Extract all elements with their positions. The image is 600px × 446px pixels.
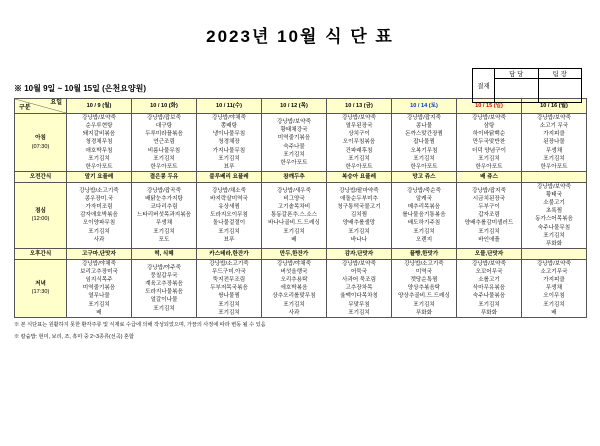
page-title: 2023년 10월 식 단 표 [206, 27, 394, 46]
menu-cell [327, 114, 392, 172]
menu-item: 한우아포트 [345, 163, 373, 170]
menu-item: 배 [291, 236, 297, 243]
menu-item: 겟당순톡찜 [410, 277, 438, 284]
approval-col-header-0: 담 당 [495, 69, 539, 79]
menu-item: 메추리목볶음 [407, 204, 441, 211]
menu-item: 돼지갈비볶음 [82, 131, 116, 138]
menu-item: 비그양국 [283, 196, 305, 203]
menu-item: 포기김치 [413, 155, 435, 162]
menu-item: 강낭밥/죽순죽 [407, 188, 441, 195]
snack-cell: 망고 쥬스 [392, 172, 457, 183]
menu-item: 오렌지 [415, 236, 433, 243]
menu-item: 포기김치 [543, 232, 565, 239]
menu-item: 바지락살미역국 [210, 196, 248, 203]
menu-item: 청경채무침 [85, 139, 113, 146]
menu-item: 바나나골비.드.드레싱 [268, 220, 320, 227]
menu-item: 냉이나물무침 [212, 131, 246, 138]
menu-cell [327, 259, 392, 317]
menu-item: 포기김치 [283, 151, 305, 158]
menu-document-page [0, 22, 600, 446]
menu-item: 포기김치 [478, 155, 500, 162]
menu-item: 뵤푸 [223, 236, 235, 243]
menu-cell [327, 183, 392, 249]
menu-item: 포기김치 [348, 228, 370, 235]
menu-cell [262, 183, 327, 249]
menu-item: 계육고추장볶음 [145, 281, 183, 288]
menu-item: 한우아포트 [475, 163, 503, 170]
menu-item: 오이무침 [543, 293, 565, 300]
menu-cell [197, 114, 262, 172]
menu-item: 삭마무유볶음 [472, 285, 506, 292]
footnote-2: ※ 칼슘밥: 현미, 보리, 조, 흑미 중 2~3종류(선곡) 혼합 [14, 333, 134, 340]
menu-item: 한우아포트 [280, 159, 308, 166]
meal-label-breakfast: 아침 (07:30) [15, 114, 67, 172]
menu-item: 강낭밥/보약죽 [277, 119, 311, 126]
snack-cell: 블루베리 요플레 [197, 172, 262, 183]
day-header-1: 10 / 10 (화) [132, 99, 197, 114]
approval-sign-cell-1[interactable] [538, 79, 582, 103]
menu-cell [522, 114, 587, 172]
afternoon-snack-row [15, 248, 587, 259]
menu-item: 황태국 [545, 192, 563, 199]
menu-item: 알캐국 [415, 196, 433, 203]
weekly-menu-table [14, 98, 587, 318]
menu-cell [262, 114, 327, 172]
menu-item: 강낭밥/보약죽 [82, 115, 116, 122]
menu-item: 강낭밥/보약죽 [537, 184, 571, 190]
menu-item: 포기김치 [413, 228, 435, 235]
menu-item: 가자미조림 [85, 204, 113, 211]
snack-cell: 고구마,단맛자 [67, 248, 132, 259]
menu-item: 김치찜 [350, 212, 368, 219]
menu-item: 사과 [93, 236, 105, 243]
menu-item: 도라지오이무침 [210, 212, 248, 219]
menu-item: 만두국맞반찬 [472, 139, 506, 146]
corner-header-category: 구분 [19, 105, 31, 112]
footnote-1: ※ 본 식단표는 원활하지 못한 환각주류 및 식재료 수급에 의해 작성되었으며, 가끔의 사정에 따라 변동 될 수 있음 [14, 321, 266, 328]
snack-cell: 플빵,한맛가 [392, 248, 457, 259]
menu-item: 강낭밥/잡곡죽 [147, 188, 181, 195]
menu-cell [392, 114, 457, 172]
menu-cell [197, 259, 262, 317]
menu-item: 미역국 [415, 269, 433, 276]
snack-cell: 참깨두추 [262, 172, 327, 183]
menu-item: 숙주나물 [283, 143, 305, 150]
menu-item: 소고기무국 [540, 269, 568, 276]
menu-item: 콩우장미.국 [84, 196, 114, 203]
menu-item: 포기김치 [348, 155, 370, 162]
menu-item: 무맞무침 [348, 301, 370, 308]
menu-item: 바나나 [350, 236, 368, 243]
menu-item: 가지피클 [543, 131, 565, 138]
morning-snack-row [15, 172, 587, 183]
menu-item: 한우아포트 [150, 163, 178, 170]
snack-cell: 떡, 식혜 [132, 248, 197, 259]
menu-item: 포기김치 [88, 228, 110, 235]
menu-cell [392, 183, 457, 249]
menu-item: 포기김치 [88, 301, 110, 308]
menu-item: 포기김치 [218, 228, 240, 235]
menu-item: 무생채 [155, 220, 173, 227]
menu-cell [457, 259, 522, 317]
menu-cell [197, 183, 262, 249]
menu-item: 코다리추림 [150, 204, 178, 211]
menu-item: 미역줄기볶음 [82, 285, 116, 292]
menu-item: 율맥이다목차칭 [340, 293, 378, 300]
menu-item: 한우아포트 [540, 163, 568, 170]
menu-item: 두부저목국볶음 [210, 285, 248, 292]
menu-item: 강낭밥/잡지죽 [407, 115, 441, 122]
menu-item: 잡나물찜 [413, 139, 435, 146]
menu-item: 무생채 [545, 147, 563, 154]
menu-item: 강낭밥/소고기죽 [79, 188, 119, 195]
menu-item: 숙주나물무침 [537, 224, 571, 231]
menu-item: 더덕 양념구이 [472, 147, 506, 154]
menu-cell [457, 183, 522, 249]
menu-item: 에호박볶음 [280, 285, 308, 292]
menu-item: 포기김치 [348, 309, 370, 316]
menu-item: 황태채강국 [280, 127, 308, 134]
menu-item: 동가스어목볶음 [535, 216, 573, 223]
menu-item: 강낭밥/야주죽 [147, 265, 181, 272]
day-header-6: 10 / 15 (일) [457, 99, 522, 114]
date-range-subtitle: ※ 10월 9일 ~ 10월 15일 (은천요양원) [14, 84, 147, 93]
menu-item: 양상추골비.드.드레싱 [398, 293, 450, 300]
menu-item: 두루미라플볶음 [145, 131, 183, 138]
menu-item: 청구통떡국물고기 [337, 204, 381, 211]
menu-item: 가지피클 [543, 277, 565, 284]
menu-item: 어묵국 [350, 269, 368, 276]
menu-item: 강낭밥/야채죽 [277, 260, 311, 267]
menu-item: 삼탕 [483, 123, 495, 130]
menu-item: 롤나물음기통볶음 [402, 212, 446, 219]
approval-col-header-1: 팀 장 [538, 69, 582, 79]
menu-item: 오복기무침 [410, 147, 438, 154]
snack-cell: 결은콩 두유 [132, 172, 197, 183]
approval-box [472, 68, 582, 103]
menu-item: 포기김치 [153, 228, 175, 235]
menu-item: 강낭밥/소고기죽 [404, 260, 444, 267]
corner-header [15, 99, 67, 114]
snack-cell [522, 248, 587, 259]
dinner-row [15, 259, 587, 317]
menu-item: 강낭밥/팥마약죽 [339, 188, 379, 195]
day-header-4: 10 / 13 (금) [327, 99, 392, 114]
menu-item: 포기김치 [478, 228, 500, 235]
menu-item: 쫑배탕 [220, 123, 238, 130]
menu-item: 포기김치 [218, 155, 240, 162]
menu-cell [457, 114, 522, 172]
snack-cell: 복숭아 요플레 [327, 172, 392, 183]
snack-cell: 배 쥬스 [457, 172, 522, 183]
menu-item: 포기김치 [153, 155, 175, 162]
approval-label: 결재 [473, 69, 495, 103]
day-header-5: 10 / 14 (토) [392, 99, 457, 114]
menu-cell [132, 259, 197, 317]
day-header-3: 10 / 12 (목) [262, 99, 327, 114]
menu-item: 강낭밥/새우죽 [277, 188, 311, 195]
menu-item: 순우루현탕 [85, 123, 113, 130]
menu-item: 유상새찜 [218, 204, 240, 211]
menu-item: 오꼬어무국 [475, 269, 503, 276]
menu-item: 강낭밥/보약죽 [342, 260, 376, 267]
menu-item: 시금치된장국 [472, 196, 506, 203]
menu-item: 대구탕 [155, 123, 173, 130]
menu-item: 된장나물 [543, 139, 565, 146]
menu-item: 보리고추장미국 [80, 269, 118, 276]
menu-item: 돈까스맞간장찜 [405, 131, 443, 138]
snack-label-afternoon: 오후간식 [15, 248, 67, 259]
menu-item: 고추장차목 [345, 285, 373, 292]
menu-item: 강낭밥/야채죽 [82, 260, 116, 267]
menu-item: 강낭밥/야채죽 [212, 115, 246, 122]
menu-item: 뵤푸 [223, 163, 235, 170]
menu-item: 애돌순두부미추 [340, 196, 378, 203]
menu-item: 강낭밥/잡지죽 [472, 188, 506, 195]
menu-item: 양배추롤샐망 [342, 220, 376, 227]
menu-item: 상추오리롤맞무침 [272, 293, 316, 300]
menu-item: 사과어 묵조림 [342, 277, 376, 284]
menu-cell [262, 259, 327, 317]
menu-item: 배 [96, 309, 102, 316]
menu-item: 오이무침볶음 [342, 139, 376, 146]
menu-item: 소고기 무국 [539, 123, 569, 130]
menu-item: 쌍나물찜 [218, 293, 240, 300]
menu-item: 느타리버섯목과지볶음 [136, 212, 192, 219]
menu-item: 버섯올랭국 [280, 269, 308, 276]
menu-item: 초록찜 [545, 208, 563, 215]
menu-cell [522, 259, 587, 317]
menu-item: 강낭밥/보약죽 [537, 260, 571, 267]
menu-item: 두부구이 [478, 204, 500, 211]
menu-item: 무생채 [545, 285, 563, 292]
menu-item: 푸화화 [415, 309, 433, 316]
menu-item: 포기김치 [88, 155, 110, 162]
menu-item: 얼갈이나물 [150, 297, 178, 304]
menu-item: 하이바닭백순 [472, 131, 506, 138]
menu-item: 포기김치 [153, 305, 175, 312]
menu-cell [392, 259, 457, 317]
menu-item: 고기솥목차비 [277, 204, 311, 211]
menu-item: 포기김치 [283, 228, 305, 235]
snack-cell: 말기 요플레 [67, 172, 132, 183]
menu-item: 감자애호박볶음 [80, 212, 118, 219]
menu-item: 푸화화 [480, 309, 498, 316]
menu-item: 가지나물무침 [212, 147, 246, 154]
menu-item: 포기김치 [413, 301, 435, 308]
menu-item: 강낭밥/소고기죽 [209, 260, 249, 267]
menu-cell [67, 114, 132, 172]
lunch-row [15, 183, 587, 249]
menu-item: 강낭밥/보약죽 [472, 115, 506, 122]
menu-item: 무드구미.아국 [212, 269, 246, 276]
menu-item: 강낭밥/보약죽 [537, 115, 571, 122]
menu-item: 소불고기 [543, 200, 565, 207]
menu-item: 바인애플 [478, 236, 500, 243]
menu-item: 포도 [158, 236, 170, 243]
menu-item: 콩나물 [415, 123, 433, 130]
meal-label-dinner: 저녁 (17:30) [15, 259, 67, 317]
menu-item: 상치구이 [348, 131, 370, 138]
menu-item: 한우아포트 [410, 163, 438, 170]
menu-item: 양배추롤감미샐러드 [464, 220, 514, 227]
menu-item: 미역줄기볶음 [277, 135, 311, 142]
menu-item: 강낭밥/채소죽 [212, 188, 246, 195]
meal-label-lunch: 점심 (12:00) [15, 183, 67, 249]
menu-cell [67, 183, 132, 249]
menu-item: 배 [551, 309, 557, 316]
menu-item: 연근조림 [153, 139, 175, 146]
menu-item: 강낭밥/잡보죽 [147, 115, 181, 122]
menu-item: 통동갈폰추.스.소스 [270, 212, 318, 219]
menu-item: 청경채장 [218, 139, 240, 146]
snack-cell: 오믈,단맛자 [457, 248, 522, 259]
snack-cell: 만두,한잔가 [262, 248, 327, 259]
menu-cell [522, 183, 587, 249]
menu-item: 뭉칠갑무국 [150, 273, 178, 280]
menu-item: 푸화화 [545, 240, 563, 247]
menu-item: 임지식목주 [85, 277, 113, 284]
menu-item: 포기김치 [543, 301, 565, 308]
day-header-0: 10 / 9 (월) [67, 99, 132, 114]
snack-cell: 카스테라,한잔가 [197, 248, 262, 259]
menu-cell [132, 114, 197, 172]
menu-item: 배도하기주침 [407, 220, 441, 227]
menu-item: 한우아포트 [85, 163, 113, 170]
menu-item: 포기김치 [283, 301, 305, 308]
menu-item: 강낭밥/보약죽 [342, 115, 376, 122]
menu-item: 뚝지전무조림 [212, 277, 246, 284]
approval-sign-cell-0[interactable] [495, 79, 539, 103]
menu-item: 숙주나물볶음 [472, 293, 506, 300]
menu-item: 건파래후침 [345, 147, 373, 154]
corner-header-day: 요일 [50, 100, 62, 106]
menu-item: 사과 [288, 309, 300, 316]
snack-cell: 감자,단맛자 [327, 248, 392, 259]
snack-cell [522, 172, 587, 183]
menu-item: 포기김치 [218, 301, 240, 308]
menu-item: 양상추볶음탁 [407, 285, 441, 292]
menu-item: 애호박무침 [85, 147, 113, 154]
menu-item: 강낭밥/보약죽 [472, 260, 506, 267]
snack-label-morning: 오전간식 [15, 172, 67, 183]
day-header-7: 10 / 16 (월) [522, 99, 587, 114]
menu-item: 포기김치 [478, 301, 500, 308]
menu-cell [132, 183, 197, 249]
menu-item: 소롤고기 [478, 277, 500, 284]
menu-item: 열무나물 [88, 293, 110, 300]
menu-item: 배닭눈추가지탕 [145, 196, 183, 203]
day-header-2: 10 / 11(수) [197, 99, 262, 114]
menu-item: 갑자조림 [478, 212, 500, 219]
menu-cell [67, 259, 132, 317]
menu-item: 오이양파무침 [82, 220, 116, 227]
menu-item: 포기김치 [218, 309, 240, 316]
menu-item: 비름나물무침 [147, 147, 181, 154]
menu-item: 도라지나물볶음 [145, 289, 183, 296]
breakfast-row [15, 114, 587, 172]
menu-item: 돌나물겉절이 [212, 220, 246, 227]
menu-item: 열무된장국 [345, 123, 373, 130]
menu-item: 포기김치 [543, 155, 565, 162]
menu-item: 오리추용탁 [280, 277, 308, 284]
